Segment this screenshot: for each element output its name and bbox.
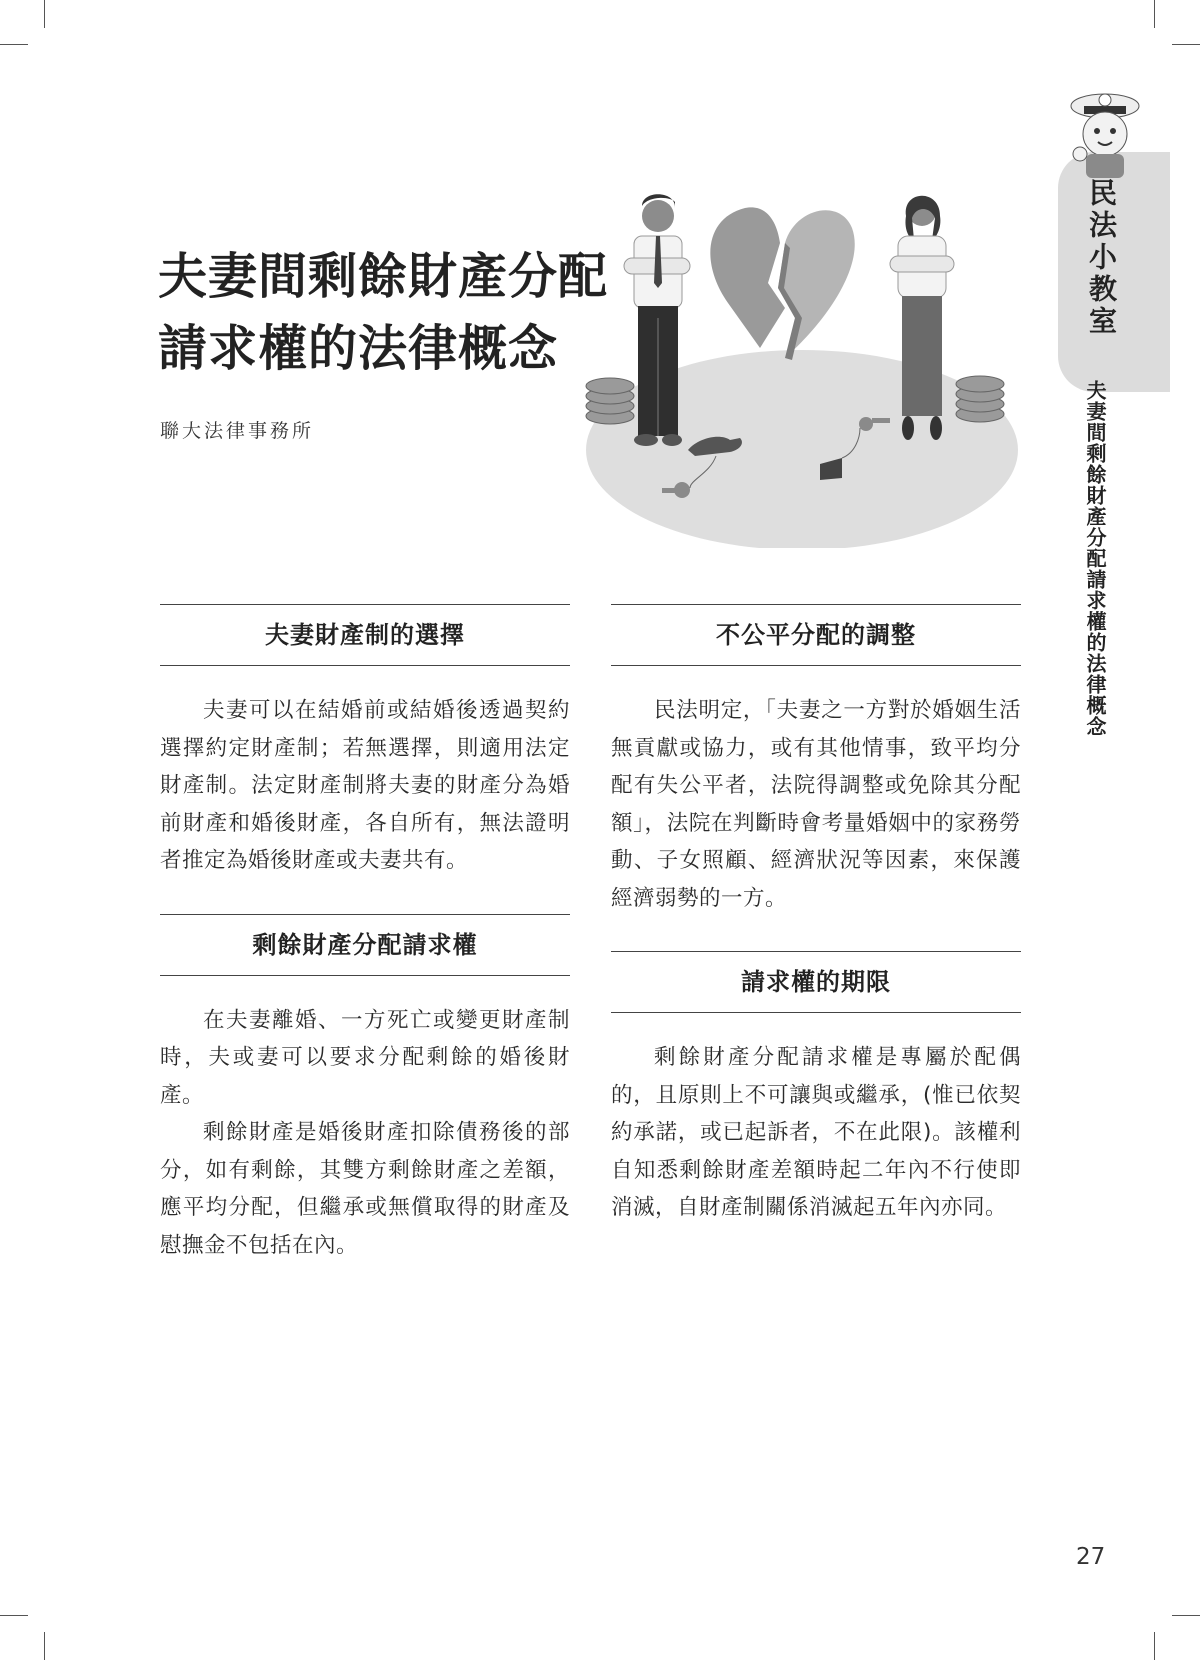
side-vertical-title: 夫妻間剩餘財產分配請求權的法律概念 bbox=[1083, 380, 1107, 737]
left-column bbox=[160, 604, 570, 1264]
title-line-1: 夫妻間剩餘財產分配 bbox=[158, 247, 609, 305]
section-heading-claim-time-limit: 請求權的期限 bbox=[611, 951, 1021, 1013]
side-tab-label: 民法小教室 bbox=[1085, 178, 1118, 338]
paragraph-residual-claim-2: 剩餘財產是婚後財產扣除債務後的部分，如有剩餘，其雙方剩餘財產之差額，應平均分配，但繼承或無償取得的財產及慰撫金不包括在內。 bbox=[160, 1120, 570, 1258]
crop-mark-br-h bbox=[1172, 1615, 1200, 1616]
crop-mark-bl-v bbox=[44, 1632, 45, 1660]
crop-mark-bl-h bbox=[0, 1615, 28, 1616]
paragraph-residual-claim-1: 在夫妻離婚、一方死亡或變更財產制時，夫或妻可以要求分配剩餘的婚後財產。 bbox=[160, 1007, 570, 1108]
crop-mark-tl-h bbox=[0, 44, 28, 45]
divorce-illustration bbox=[580, 188, 1020, 548]
crop-mark-br-v bbox=[1154, 1632, 1155, 1660]
right-column bbox=[611, 604, 1021, 1227]
crop-mark-tr-h bbox=[1172, 44, 1200, 45]
page-number: 27 bbox=[1076, 1544, 1106, 1570]
author-credit: 聯大法律事務所 bbox=[160, 420, 315, 442]
paragraph-property-regime: 夫妻可以在結婚前或結婚後透過契約選擇約定財產制；若無選擇，則適用法定財產制。法定財產制將夫妻的財產分為婚前財產和婚後財產，各自所有，無法證明者推定為婚後財產或夫妻共有。 bbox=[160, 698, 570, 873]
police-mascot-icon bbox=[1060, 84, 1150, 180]
page-title bbox=[158, 240, 609, 384]
section-heading-property-regime: 夫妻財產制的選擇 bbox=[160, 604, 570, 666]
paragraph-unfair-distribution: 民法明定，「夫妻之一方對於婚姻生活無貢獻或協力，或有其他情事，致平均分配有失公平者，法院得調整或免除其分配額」，法院在判斷時會考量婚姻中的家務勞動、子女照顧、經濟狀況等因素，來保護經濟弱勢的一方。 bbox=[611, 698, 1021, 911]
title-line-2: 請求權的法律概念 bbox=[158, 319, 559, 377]
paragraph-claim-time-limit: 剩餘財產分配請求權是專屬於配偶的，且原則上不可讓與或繼承，(惟已依契約承諾，或已起訴者，不在此限)。該權利自知悉剩餘財產差額時起二年內不行使即消滅，自財產制關係消滅起五年內亦同。 bbox=[611, 1045, 1021, 1220]
section-heading-residual-property-claim: 剩餘財產分配請求權 bbox=[160, 914, 570, 976]
section-heading-unfair-distribution: 不公平分配的調整 bbox=[611, 604, 1021, 666]
crop-mark-tl-v bbox=[44, 0, 45, 28]
crop-mark-tr-v bbox=[1154, 0, 1155, 28]
